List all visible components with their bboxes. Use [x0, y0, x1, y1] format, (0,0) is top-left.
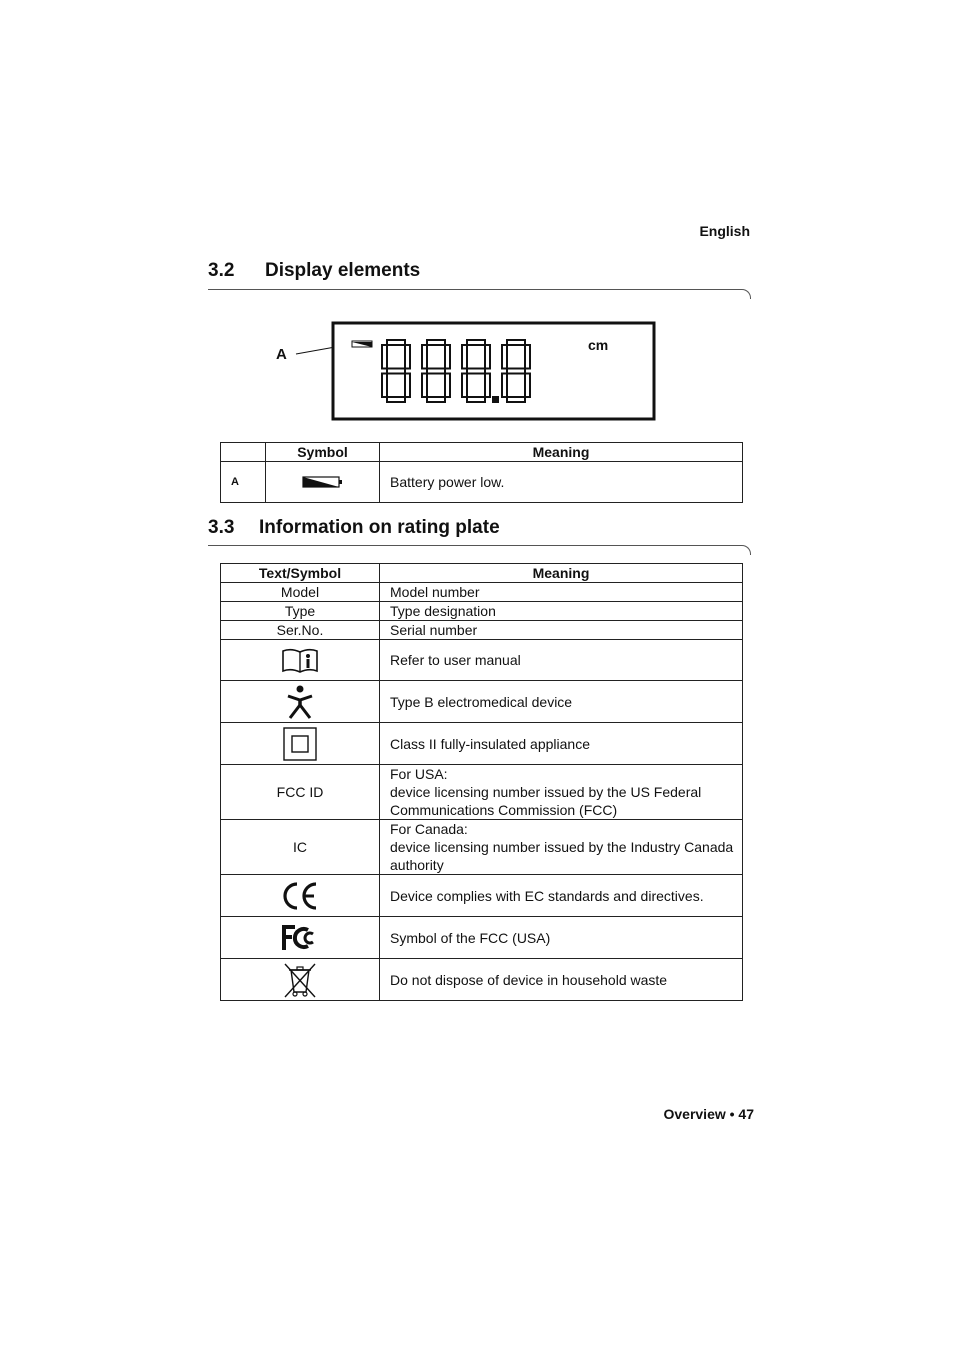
table-header: [221, 443, 266, 462]
lcd-segment: [405, 374, 410, 398]
lcd-segment: [382, 345, 387, 369]
symbol-cell: [221, 723, 380, 765]
lcd-segment: [427, 340, 445, 345]
row-label: A: [221, 462, 266, 503]
meaning-cell: Battery power low.: [380, 462, 743, 503]
meaning-cell: Type B electromedical device: [380, 681, 743, 723]
lcd-segment: [387, 340, 405, 345]
meaning-cell: Device complies with EC standards and directives.: [380, 875, 743, 917]
section-rule: [208, 289, 751, 299]
class-ii-icon: [283, 727, 317, 761]
language-label: English: [699, 223, 750, 239]
lcd-segment: [422, 345, 427, 369]
meaning-cell: Model number: [380, 583, 743, 602]
meaning-line: device licensing number issued by the US Federal: [390, 784, 702, 800]
meaning-cell: Symbol of the FCC (USA): [380, 917, 743, 959]
table-row: [221, 959, 743, 1001]
table-row: [221, 462, 743, 503]
lcd-segment: [485, 345, 490, 369]
lcd-segment: [462, 374, 467, 398]
table-header: Meaning: [380, 443, 743, 462]
lcd-segment: [387, 397, 405, 402]
section-title: Information on rating plate: [258, 517, 500, 538]
table-row: [221, 621, 743, 640]
battery-low-icon: [301, 474, 345, 490]
lcd-segment: [502, 374, 507, 398]
fcc-logo-icon: [281, 924, 319, 952]
section-number: 3.3: [208, 517, 235, 538]
lcd-segment: [467, 397, 485, 402]
lcd-segment: [507, 369, 525, 374]
meaning-line: device licensing number issued by the Industry Canada: [390, 839, 734, 855]
type-b-device-icon: [285, 684, 315, 720]
lcd-segment: [462, 345, 467, 369]
table-row: [221, 875, 743, 917]
ce-mark-icon: [280, 881, 320, 911]
lcd-segment: [467, 369, 485, 374]
section-title: Display elements: [264, 260, 421, 281]
meaning-cell: Refer to user manual: [380, 640, 743, 681]
lcd-segment: [507, 397, 525, 402]
meaning-line: For Canada:: [390, 821, 468, 837]
text-cell: IC: [221, 820, 380, 875]
display-elements-table: [220, 442, 743, 503]
symbol-cell: [221, 640, 380, 681]
meaning-cell: Class II fully-insulated appliance: [380, 723, 743, 765]
callout-label-a: A: [276, 346, 287, 363]
section-heading-display: [208, 260, 420, 282]
table-header: Meaning: [380, 564, 743, 583]
lcd-segment: [507, 340, 525, 345]
weee-bin-icon: [282, 962, 318, 998]
section-heading-rating: [208, 517, 500, 539]
text-cell: Type: [221, 602, 380, 621]
text-cell: FCC ID: [221, 765, 380, 820]
table-row: [221, 820, 743, 875]
symbol-cell: [221, 917, 380, 959]
unit-label: cm: [588, 337, 609, 353]
meaning-cell: Do not dispose of device in household waste: [380, 959, 743, 1001]
table-header-row: [221, 443, 743, 462]
meaning-line: For USA:: [390, 766, 448, 782]
lcd-decimal-point: [493, 397, 498, 402]
meaning-line: Communications Commission (FCC): [390, 802, 618, 818]
table-header: Symbol: [266, 443, 380, 462]
lcd-segment: [387, 369, 405, 374]
table-row: [221, 640, 743, 681]
table-row: [221, 917, 743, 959]
table-row: [221, 765, 743, 820]
symbol-cell: [221, 959, 380, 1001]
meaning-cell: Type designation: [380, 602, 743, 621]
text-cell: Model: [221, 583, 380, 602]
symbol-cell: [221, 875, 380, 917]
symbol-cell: [221, 681, 380, 723]
lcd-segment: [525, 345, 530, 369]
lcd-segment: [405, 345, 410, 369]
table-row: [221, 602, 743, 621]
lcd-segment: [485, 374, 490, 398]
symbol-cell: [266, 462, 380, 503]
lcd-segment: [422, 374, 427, 398]
table-row: [221, 681, 743, 723]
lcd-segment: [382, 374, 387, 398]
meaning-cell: [380, 765, 743, 820]
meaning-cell: Serial number: [380, 621, 743, 640]
meaning-line: authority: [390, 857, 444, 873]
lcd-segment: [467, 340, 485, 345]
user-manual-icon: [281, 647, 319, 673]
section-rule: [208, 545, 751, 555]
lcd-segment: [502, 345, 507, 369]
page-footer: Overview • 47: [663, 1106, 754, 1122]
meaning-cell: [380, 820, 743, 875]
rating-plate-table: [220, 563, 743, 1001]
lcd-segment: [525, 374, 530, 398]
text-cell: Ser.No.: [221, 621, 380, 640]
section-number: 3.2: [208, 260, 235, 281]
lcd-segment: [445, 345, 450, 369]
lcd-segment: [427, 369, 445, 374]
lcd-segment: [427, 397, 445, 402]
table-row: [221, 723, 743, 765]
lcd-display-figure: [290, 320, 670, 424]
table-header-row: [221, 564, 743, 583]
table-header: Text/Symbol: [221, 564, 380, 583]
lcd-segment: [445, 374, 450, 398]
table-row: [221, 583, 743, 602]
